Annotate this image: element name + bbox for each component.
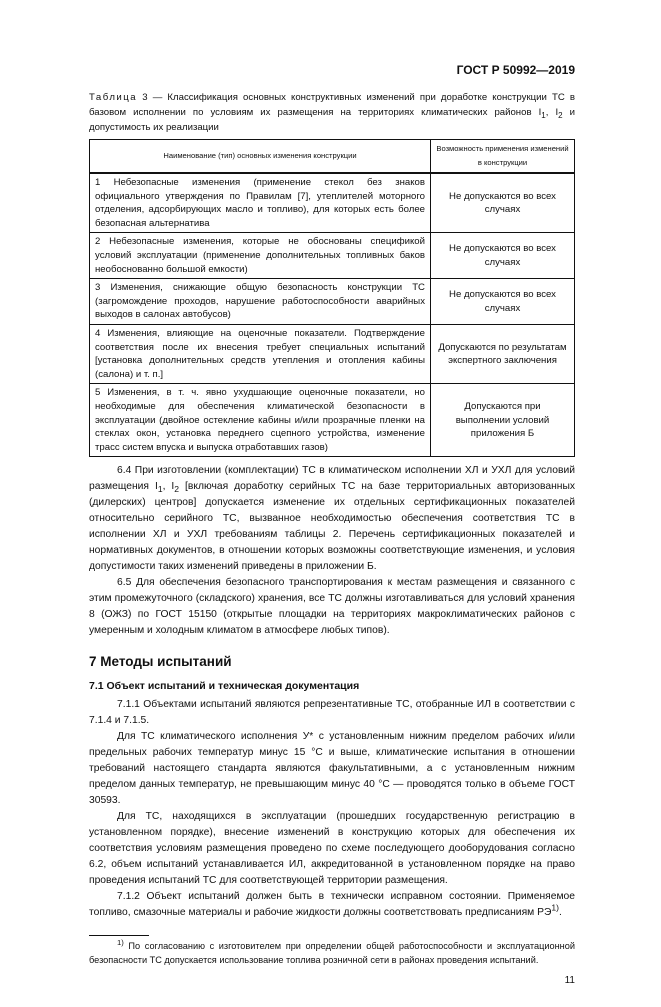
table-cell-value: Допускаются при выполнении условий приложения Б (431, 384, 575, 457)
paragraph: Для ТС климатического исполнения У* с установленным нижним пределом рабочих и/или предельных рабочих температур минус 15 °С и выше, климатические испытания в отношении требований настоящего стандарта являются факультативными, а с установленным нижним пределом данных температур, не превышающим минус 40 °С — проводятся только в объеме ГОСТ 30593. (89, 731, 575, 807)
paragraph: 7.1.1 Объектами испытаний являются репрезентативные ТС, отобранные ИЛ в соответствии с 7.1.4 и 7.1.5. (89, 699, 575, 727)
section-heading: 7 Методы испытаний (89, 654, 232, 670)
section-7-paragraphs (89, 697, 575, 921)
table-row (90, 173, 575, 233)
subsection-heading: 7.1 Объект испытаний и техническая документация (89, 680, 360, 693)
caption-subscript: 1 (541, 110, 546, 120)
caption-text: и допустимость их реализации (89, 107, 575, 133)
column-header: Наименование (тип) основных изменения конструкции (90, 140, 431, 174)
paragraph-7-1-2: 7.1.2 Объект испытаний должен быть в технически исправном состоянии. Применяемое топливо, смазочные материалы и рабочие жидкости должны соответствовать предписаниям РЭ$^{1)}$. (89, 891, 575, 919)
caption-subscript: 2 (558, 110, 563, 120)
table-cell-name: 2 Небезопасные изменения, которые не обоснованы спецификой условий эксплуатации (применение дополнительных топливных баков необоснованно большой емкости) (90, 233, 431, 279)
caption-text: 3 — Классификация основных конструктивных изменений при доработке конструкции ТС в базовом исполнении по условиям их размещения на территориях климатических районов I (89, 92, 575, 118)
table-cell-name: 3 Изменения, снижающие общую безопасность конструкции ТС (загромождение проходов, нарушение работоспособности аварийных выходов в салонах автобусов) (90, 279, 431, 325)
table-cell-value: Не допускаются во всех случаях (431, 233, 575, 279)
table-cell-value: Не допускаются во всех случаях (431, 173, 575, 233)
table-row (90, 324, 575, 383)
classification-table (89, 139, 575, 457)
document-header: ГОСТ Р 50992—2019 (456, 63, 575, 77)
paragraph: Для ТС, находящихся в эксплуатации (прошедших государственную регистрацию в установленном порядке), внесение изменений в конструкцию которых для обеспечения их соответствия условиям размещения проведено по схеме последующего дооборудования согласно 6.2, объем испытаний устанавливается ИЛ, аккредитованной в установленном порядке на право проведения испытаний ТС для соответствующей территории размещения. (89, 811, 575, 887)
table-caption (89, 90, 575, 135)
table-cell-name: 1 Небезопасные изменения (применение стекол без знаков официального утверждения по Правилам [7], утеплителей моторного отделения, адсорбирующих масло и топливо), для которых есть более безопасная альтернатива (90, 173, 431, 233)
section-6-paragraphs (89, 463, 575, 639)
page-number: 11 (564, 975, 575, 987)
paragraph-6-4: 6.4 При изготовлении (комплектации) ТС в климатическом исполнении ХЛ и УХЛ для условий размещения $I_1$, $I_2$ [включая доработку серийных ТС на базе территориальных авторизованных (дилерских) центров] допускается изменение их отдельных сертификационных показателей относительно серийного ТС, вызванное необходимостью обеспечения соответствия ТС в исполнении ХЛ и УХЛ требованиям таблицы 2. Перечень сертификационных показателей и нормативных документов, в отношении которых возможны соответствующие изменения, и условия допустимости таких изменений приведены в приложении Б. (89, 465, 575, 573)
table-cell-name: 4 Изменения, влияющие на оценочные показатели. Подтверждение соответствия после их внесения требует специальных испытаний [установка дополнительных средств утепления и отопления кабины (салона) и т. п.] (90, 324, 431, 383)
table-cell-value: Допускаются по результатам экспертного заключения (431, 324, 575, 383)
paragraph-6-5: 6.5 Для обеспечения безопасного транспортирования к местам размещения и связанного с этим промежуточного (складского) хранения, все ТС должны изготавливаться для условий хранения 8 (ОЖЗ) по ГОСТ 15150 (открытые площадки на территориях макроклиматических районов с умеренным и холодным климатом в атмосфере любых типов). (89, 577, 575, 637)
footnote-divider (89, 935, 149, 936)
table-cell-value: Не допускаются во всех случаях (431, 279, 575, 325)
table-cell-name: 5 Изменения, в т. ч. явно ухудшающие оценочные показатели, но необходимые для обеспечения климатической безопасности в эксплуатации (двойное остекление кабины и/или прозрачные пленки на стеклах окон, установка переднего сцепного устройства, изменение трасс систем впуска и выпуска отработавших газов) (90, 384, 431, 457)
table-row (90, 279, 575, 325)
caption-prefix: Таблица (89, 92, 138, 103)
column-header: Возможность применения изменений в конструкции (431, 140, 575, 174)
table-row (90, 233, 575, 279)
footnote: $^{1)}$ По согласованию с изготовителем при определении общей работоспособности и эксплуатационной безопасности ТС допускается использование топлива розничной сети в районах проведения испытаний. (89, 938, 575, 966)
caption-text: , I (545, 107, 559, 118)
table-row (90, 384, 575, 457)
table-header-row (90, 140, 575, 174)
